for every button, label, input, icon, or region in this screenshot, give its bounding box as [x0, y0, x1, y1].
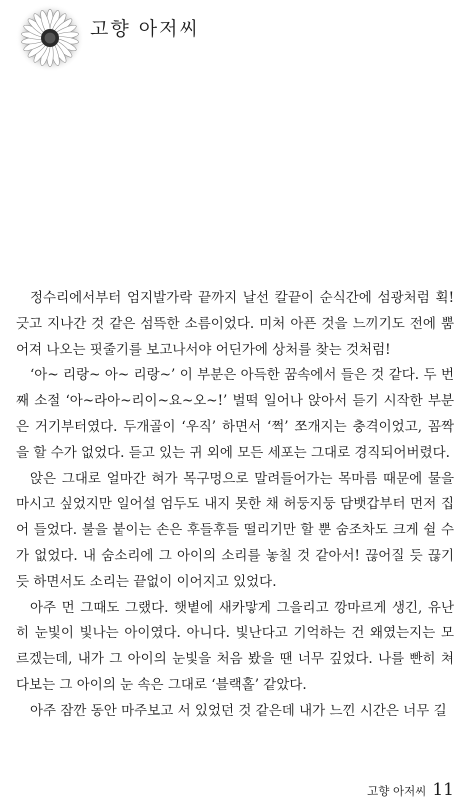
chapter-title: 고향 아저씨	[90, 18, 200, 40]
paragraph: 정수리에서부터 엄지발가락 끝까지 날선 칼끝이 순식간에 섬광처럼 획! 긋고 지나간 것 같은 섬뜩한 소름이었다. 미처 아픈 것을 느끼기도 전에 뿜어져 나오는 핏줄기를 보고나서야 어딘가에 상처를 찾는 것처럼!	[16, 290, 454, 358]
chapter-header	[0, 0, 470, 80]
paragraph: ‘아~ 리랑~ 아~ 리랑~’ 이 부분은 아득한 꿈속에서 들은 것 같다. 두 번째 소절 ‘아~라아~리이~요~오~!’ 벌떡 일어나 앉아서 듣기 시작한 부분은 거기부터였다. 두개골이 ‘우직’ 하면서 ‘쩍’ 쪼개지는 충격이었고, 꼼짝을 할 수가 없었다. 듣고 있는 귀 외에 모든 세포는 그대로 경직되어버렸다.	[16, 367, 454, 461]
daisy-flower-icon	[14, 2, 86, 74]
paragraph: 앉은 그대로 얼마간 혀가 목구멍으로 말려들어가는 목마름 때문에 물을 마시고 싶었지만 일어설 엄두도 내지 못한 채 허둥지둥 담뱃갑부터 먼저 집어 들었다. 불을 붙이는 손은 후들후들 떨리기만 할 뿐 숨조차도 크게 쉴 수가 없었다. 내 숨소리에 그 아이의 소리를 놓칠 것 같아서! 끊어질 듯 끊기듯 하면서도 소리는 끝없이 이어지고 있었다.	[16, 470, 454, 590]
page-footer	[367, 780, 454, 800]
paragraph: 아주 잠깐 동안 마주보고 서 있었던 것 같은데 내가 느낀 시간은 너무 길	[30, 702, 447, 719]
body-text	[16, 286, 454, 725]
paragraph: 아주 먼 그때도 그랬다. 햇볕에 새카맣게 그을리고 깡마르게 생긴, 유난히 눈빛이 빛나는 아이였다. 아니다. 빛난다고 기억하는 건 왜였는지는 모르겠는데, 내가 그 아이의 눈빛을 처음 봤을 땐 너무 깊었다. 나를 빤히 쳐다보는 그 아이의 눈 속은 그대로 ‘블랙홀’ 같았다.	[16, 599, 454, 693]
page-number: 11	[432, 780, 454, 800]
running-title: 고향 아저씨	[367, 784, 427, 798]
